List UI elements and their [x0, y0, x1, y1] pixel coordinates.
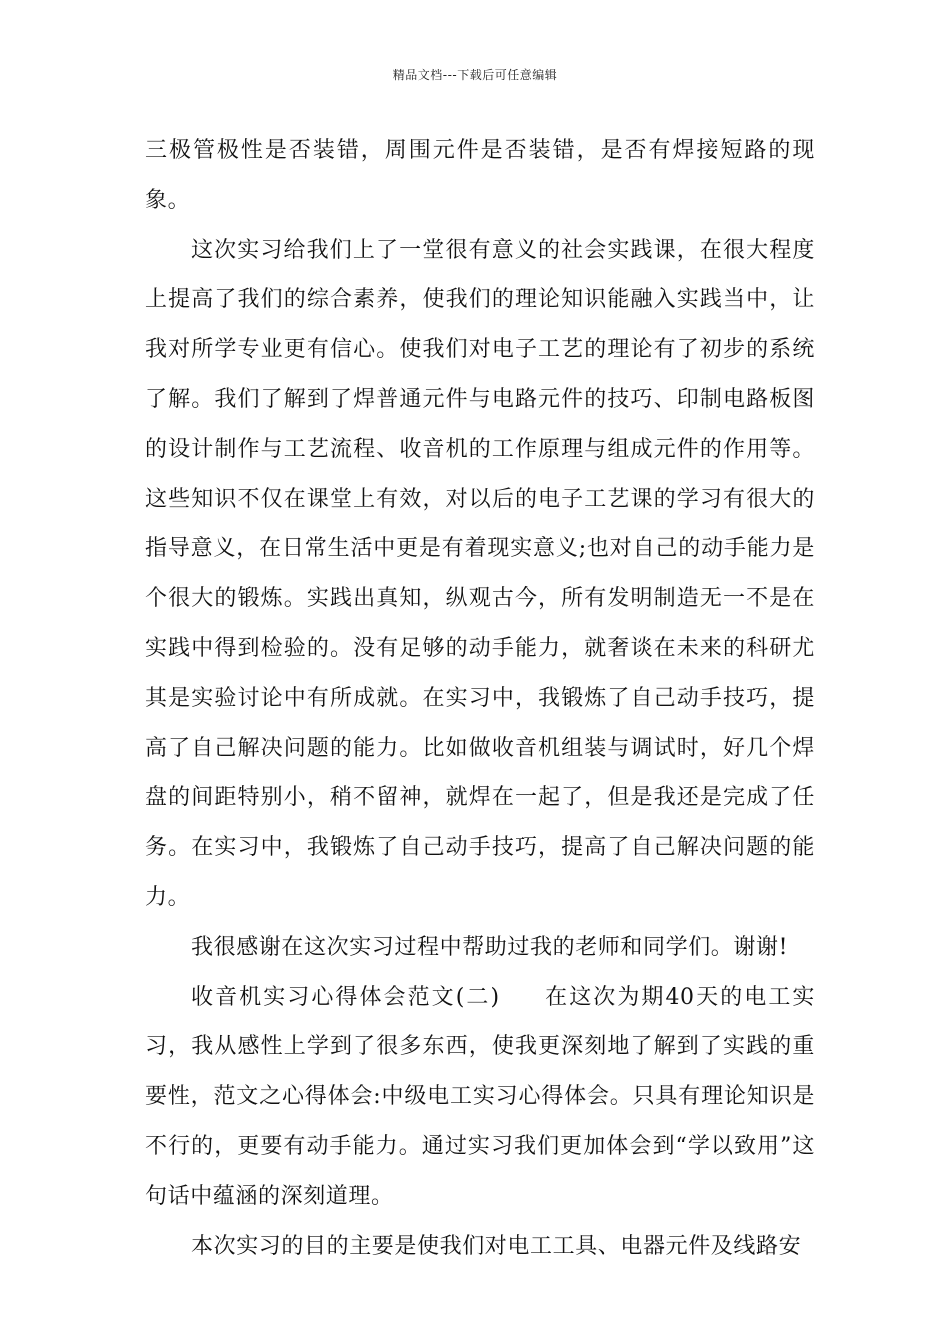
paragraph-5: 本次实习的目的主要是使我们对电工工具、电器元件及线路安 [191, 1233, 802, 1259]
page-header: 精品文档---下载后可任意编辑 [392, 68, 558, 82]
paragraph-4-body: 在这次为期40天的电工实习，我从感性上学到了很多东西，使我更深刻地了解到了实践的重要性，范文之心得体会:中级电工实习心得体会。只具有理论知识是不行的，更要有动手能力。通过实习我们更加体会到“学以致用”这句话中蕴涵的深刻道理。 [145, 984, 815, 1209]
paragraph-1: 三极管极性是否装错，周围元件是否装错，是否有焊接短路的现象。 [145, 138, 815, 213]
document-body [145, 126, 815, 1271]
paragraph-4 [145, 973, 815, 1222]
paragraph-2: 这次实习给我们上了一堂很有意义的社会实践课，在很大程度上提高了我们的综合素养，使我们的理论知识能融入实践当中，让我对所学专业更有信心。使我们对电子工艺的理论有了初步的系统了解。我们了解到了焊普通元件与电路元件的技巧、印制电路板图的设计制作与工艺流程、收音机的工作原理与组成元件的作用等。这些知识不仅在课堂上有效，对以后的电子工艺课的学习有很大的指导意义，在日常生活中更是有着现实意义;也对自己的动手能力是个很大的锻炼。实践出真知，纵观古今，所有发明制造无一不是在实践中得到检验的。没有足够的动手能力，就奢谈在未来的科研尤其是实验讨论中有所成就。在实习中，我锻炼了自己动手技巧，提高了自己解决问题的能力。比如做收音机组装与调试时，好几个焊盘的间距特别小，稍不留神，就焊在一起了，但是我还是完成了任务。在实习中，我锻炼了自己动手技巧，提高了自己解决问题的能力。 [145, 237, 815, 910]
section-title: 收音机实习心得体会范文(二) [191, 984, 500, 1010]
paragraph-3: 我很感谢在这次实习过程中帮助过我的老师和同学们。谢谢! [191, 934, 789, 960]
